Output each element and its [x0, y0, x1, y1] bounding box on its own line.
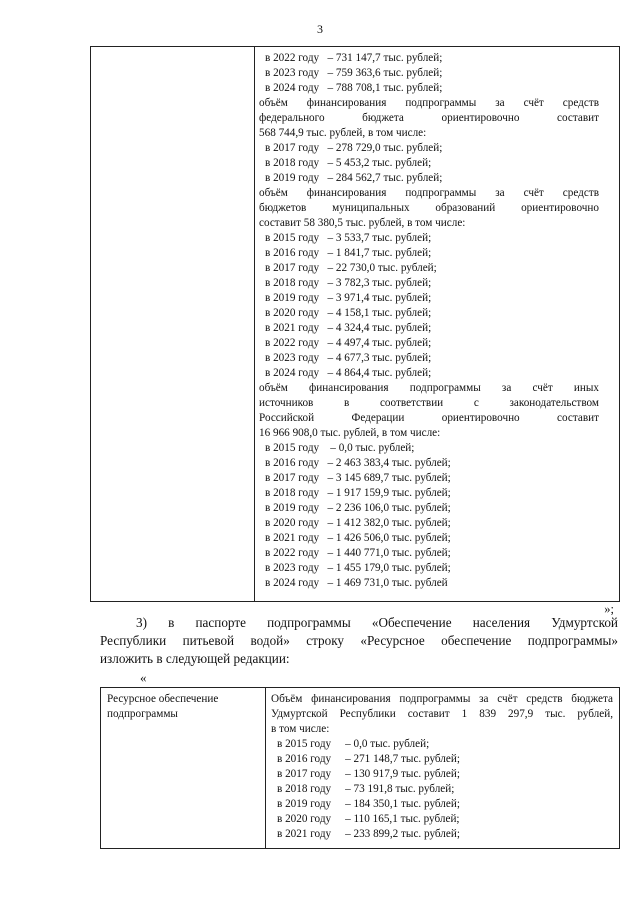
year-amount-line: в 2020 году – 110 165,1 тыс. рублей;	[277, 813, 460, 825]
amendment-item-3	[100, 614, 618, 668]
funding-text-cell	[259, 51, 599, 591]
column-divider	[254, 47, 255, 601]
funding-text-line: составит 58 380,5 тыс. рублей, в том числе:	[259, 217, 466, 229]
year-amount-line: в 2016 году – 1 841,7 тыс. рублей;	[265, 247, 432, 259]
row-label-line-2: подпрограммы	[107, 708, 178, 720]
year-amount-line: в 2015 году – 3 533,7 тыс. рублей;	[265, 232, 432, 244]
year-amount-line: в 2017 году – 3 145 689,7 тыс. рублей;	[265, 472, 451, 484]
funding-text-line: источников в соответствии с законодательством	[259, 397, 599, 409]
year-amount-line: в 2020 году – 4 158,1 тыс. рублей;	[265, 307, 432, 319]
year-amount-line: в 2018 году – 3 782,3 тыс. рублей;	[265, 277, 432, 289]
year-amount-line: в 2016 году – 2 463 383,4 тыс. рублей;	[265, 457, 451, 469]
funding-text-line: бюджетов муниципальных образований ориентировочно	[259, 202, 599, 214]
year-amount-line: в 2021 году – 1 426 506,0 тыс. рублей;	[265, 532, 451, 544]
year-amount-line: в 2022 году – 731 147,7 тыс. рублей;	[265, 52, 443, 64]
total-line-2: Удмуртской Республики составит 1 839 297,9 тыс. рублей,	[271, 708, 613, 720]
item3-line-1: 3) в паспорте подпрограммы «Обеспечение населения Удмуртской	[136, 615, 618, 630]
funding-table-continued	[90, 46, 620, 602]
resource-table	[100, 687, 620, 849]
funding-text-line: объём финансирования подпрограммы за счёт средств	[259, 97, 599, 109]
year-amount-line: в 2023 году – 759 363,6 тыс. рублей;	[265, 67, 443, 79]
funding-text-line: Российской Федерации ориентировочно составит	[259, 412, 599, 424]
year-amount-line: в 2022 году – 1 440 771,0 тыс. рублей;	[265, 547, 451, 559]
year-amount-line: в 2019 году – 184 350,1 тыс. рублей;	[277, 798, 460, 810]
closing-quote: »;	[604, 602, 614, 616]
row-label-line-1: Ресурсное обеспечение	[107, 693, 219, 705]
page-number: 3	[317, 22, 323, 36]
funding-text-line: объём финансирования подпрограммы за счёт средств	[259, 187, 599, 199]
funding-text-line: федерального бюджета ориентировочно составит	[259, 112, 599, 124]
year-amount-line: в 2022 году – 4 497,4 тыс. рублей;	[265, 337, 432, 349]
year-amount-line: в 2015 году – 0,0 тыс. рублей;	[265, 442, 415, 454]
year-amount-line: в 2019 году – 284 562,7 тыс. рублей;	[265, 172, 443, 184]
year-amount-line: в 2023 году – 1 455 179,0 тыс. рублей;	[265, 562, 451, 574]
row-label-cell	[107, 692, 257, 722]
year-amount-line: в 2024 году – 4 864,4 тыс. рублей;	[265, 367, 432, 379]
year-amount-line: в 2024 году – 788 708,1 тыс. рублей;	[265, 82, 443, 94]
year-amount-line: в 2017 году – 278 729,0 тыс. рублей;	[265, 142, 443, 154]
year-amount-line: в 2020 году – 1 412 382,0 тыс. рублей;	[265, 517, 451, 529]
year-amount-line: в 2019 году – 2 236 106,0 тыс. рублей;	[265, 502, 451, 514]
year-amount-line: в 2017 году – 22 730,0 тыс. рублей;	[265, 262, 437, 274]
item3-line-3: изложить в следующей редакции:	[100, 651, 290, 666]
year-amount-line: в 2021 году – 4 324,4 тыс. рублей;	[265, 322, 432, 334]
year-amount-line: в 2024 году – 1 469 731,0 тыс. рублей	[265, 577, 448, 589]
column-divider	[265, 688, 266, 848]
funding-text-line: 568 744,9 тыс. рублей, в том числе:	[259, 127, 427, 139]
year-amount-line: в 2016 году – 271 148,7 тыс. рублей;	[277, 753, 460, 765]
year-amount-line: в 2018 году – 1 917 159,9 тыс. рублей;	[265, 487, 451, 499]
total-line-1: Объём финансирования подпрограммы за счёт средств бюджета	[271, 693, 613, 705]
year-amount-line: в 2023 году – 4 677,3 тыс. рублей;	[265, 352, 432, 364]
year-amount-line: в 2017 году – 130 917,9 тыс. рублей;	[277, 768, 460, 780]
year-amount-line: в 2019 году – 3 971,4 тыс. рублей;	[265, 292, 432, 304]
year-amount-line: в 2021 году – 233 899,2 тыс. рублей;	[277, 828, 460, 840]
funding-text-line: 16 966 908,0 тыс. рублей, в том числе:	[259, 427, 441, 439]
row-value-cell	[271, 692, 613, 842]
item3-line-2: Республики питьевой водой» строку «Ресурсное обеспечение подпрограммы»	[100, 633, 618, 648]
opening-quote: «	[140, 670, 147, 685]
funding-text-line: объём финансирования подпрограммы за счёт иных	[259, 382, 599, 394]
year-amount-line: в 2018 году – 73 191,8 тыс. рублей;	[277, 783, 455, 795]
yearly-breakdown	[271, 737, 613, 842]
total-line-3: в том числе:	[271, 723, 330, 735]
year-amount-line: в 2018 году – 5 453,2 тыс. рублей;	[265, 157, 432, 169]
year-amount-line: в 2015 году – 0,0 тыс. рублей;	[277, 738, 430, 750]
